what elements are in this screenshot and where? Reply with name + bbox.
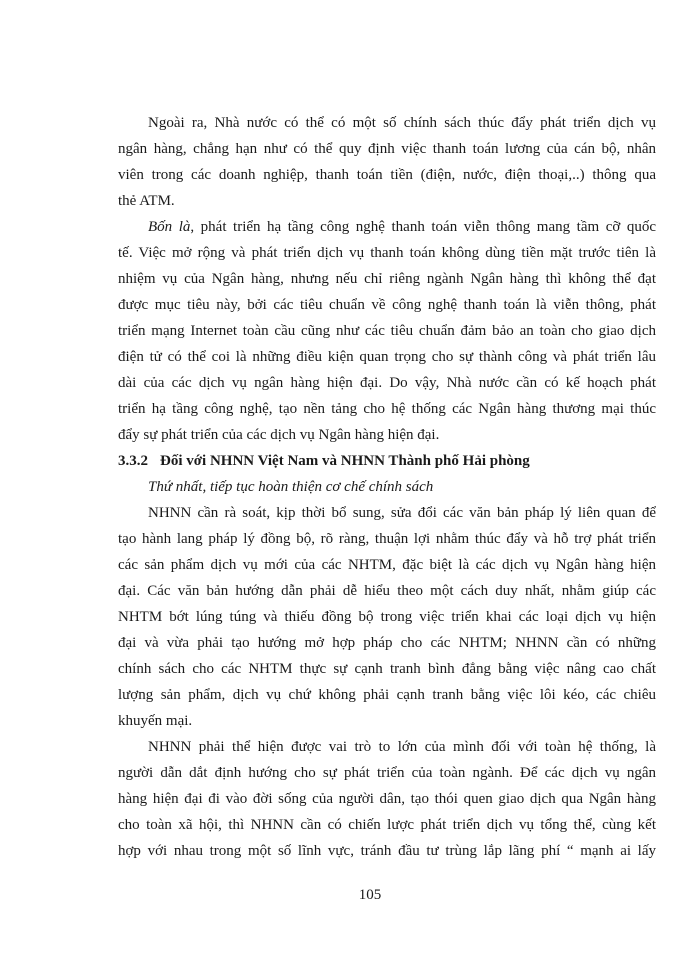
paragraph-4-line: người dẫn dắt định hướng cho sự phát triển của toàn ngành. Để các dịch vụ ngân [118, 765, 656, 781]
paragraph-2-line [148, 218, 656, 236]
paragraph-2-line: tế. Việc mở rộng và phát triển dịch vụ thanh toán không dùng tiền mặt trước tiên là [118, 245, 656, 261]
paragraph-2-lead: Bốn là [148, 219, 191, 235]
paragraph-4-line: NHNN phải thể hiện được vai trò to lớn của mình đối với toàn hệ thống, là [148, 739, 656, 755]
paragraph-2-line: triển mạng Internet toàn cầu cũng như các tiêu chuẩn đảm bảo an toàn cho giao dịch [118, 323, 656, 339]
paragraph-2-line: triển hạ tầng công nghệ, tạo nền tảng cho hệ thống các Ngân hàng thương mại thúc [118, 401, 656, 417]
paragraph-1-line: ngân hàng, chẳng hạn như có thể quy định việc thanh toán lương của cán bộ, nhân [118, 141, 656, 157]
paragraph-4-line: hợp với nhau trong một số lĩnh vực, tránh đầu tư trùng lắp lãng phí “ mạnh ai lấy [118, 843, 656, 859]
paragraph-2-line: điện tử có thể coi là những điều kiện quan trọng cho sự thành công và phát triển lâu [118, 349, 656, 365]
subheading: Thứ nhất, tiếp tục hoàn thiện cơ chế chính sách [148, 479, 434, 495]
paragraph-2-line: nhiệm vụ của Ngân hàng, nhưng nếu chỉ riêng ngành Ngân hàng thì không thể đạt [118, 271, 656, 287]
paragraph-3-line: đại. Các văn bản hướng dẫn phải dễ hiểu theo một cách duy nhất, nhằm giúp các [118, 583, 656, 599]
paragraph-2-line: dài của các dịch vụ ngân hàng hiện đại. Do vậy, Nhà nước cần có kế hoạch phát [118, 375, 656, 391]
paragraph-1-line: thẻ ATM. [118, 193, 175, 209]
paragraph-1-line: Ngoài ra, Nhà nước có thể có một số chính sách thúc đẩy phát triển dịch vụ [148, 115, 656, 131]
paragraph-1-line: viên trong các doanh nghiệp, thanh toán tiền (điện, nước, điện thoại,..) thông qua [118, 167, 656, 183]
paragraph-3-line: lượng sản phẩm, dịch vụ chứ không phải cạnh tranh bằng việc lôi kéo, các chiêu [118, 687, 656, 703]
section-title: Đối với NHNN Việt Nam và NHNN Thành phố Hải phòng [160, 453, 530, 469]
paragraph-3-line: tạo hành lang pháp lý đồng bộ, rõ ràng, thuận lợi nhằm thúc đẩy và hỗ trợ phát triển [118, 531, 656, 547]
paragraph-3-line: các sản phẩm dịch vụ mới của các NHTM, đặc biệt là các dịch vụ Ngân hàng hiện [118, 557, 656, 573]
section-heading [118, 452, 656, 470]
paragraph-3-line: khuyến mại. [118, 713, 193, 729]
paragraph-4-line: hàng hiện đại đi vào đời sống của người dân, tạo thói quen giao dịch qua Ngân hàng [118, 791, 656, 807]
paragraph-4-line: cho toàn xã hội, thì NHNN cần có chiến lược phát triển dịch vụ tổng thể, cùng kết [118, 817, 656, 833]
paragraph-2-text: , phát triển hạ tầng công nghệ thanh toán viễn thông mang tầm cỡ quốc [190, 219, 656, 235]
section-number: 3.3.2 [118, 453, 148, 469]
paragraph-3-line: NHNN cần rà soát, kịp thời bổ sung, sửa đổi các văn bản pháp lý liên quan để [148, 505, 656, 521]
paragraph-3-line: NHTM bớt lúng túng và thiếu đồng bộ trong việc triển khai các loại dịch vụ hiện [118, 609, 656, 625]
page-number: 105 [358, 887, 382, 903]
paragraph-2-line: đẩy sự phát triển của các dịch vụ Ngân hàng hiện đại. [118, 427, 440, 443]
paragraph-3-line: đại và vừa phải tạo hướng mở hợp pháp cho các NHTM; NHNN cần có những [118, 635, 656, 651]
paragraph-3-line: chính sách cho các NHTM thực sự cạnh tranh bình đẳng bằng việc nâng cao chất [118, 661, 656, 677]
paragraph-2-line: được mục tiêu này, bởi các tiêu chuẩn về công nghệ thanh toán là viễn thông, phát [118, 297, 656, 313]
